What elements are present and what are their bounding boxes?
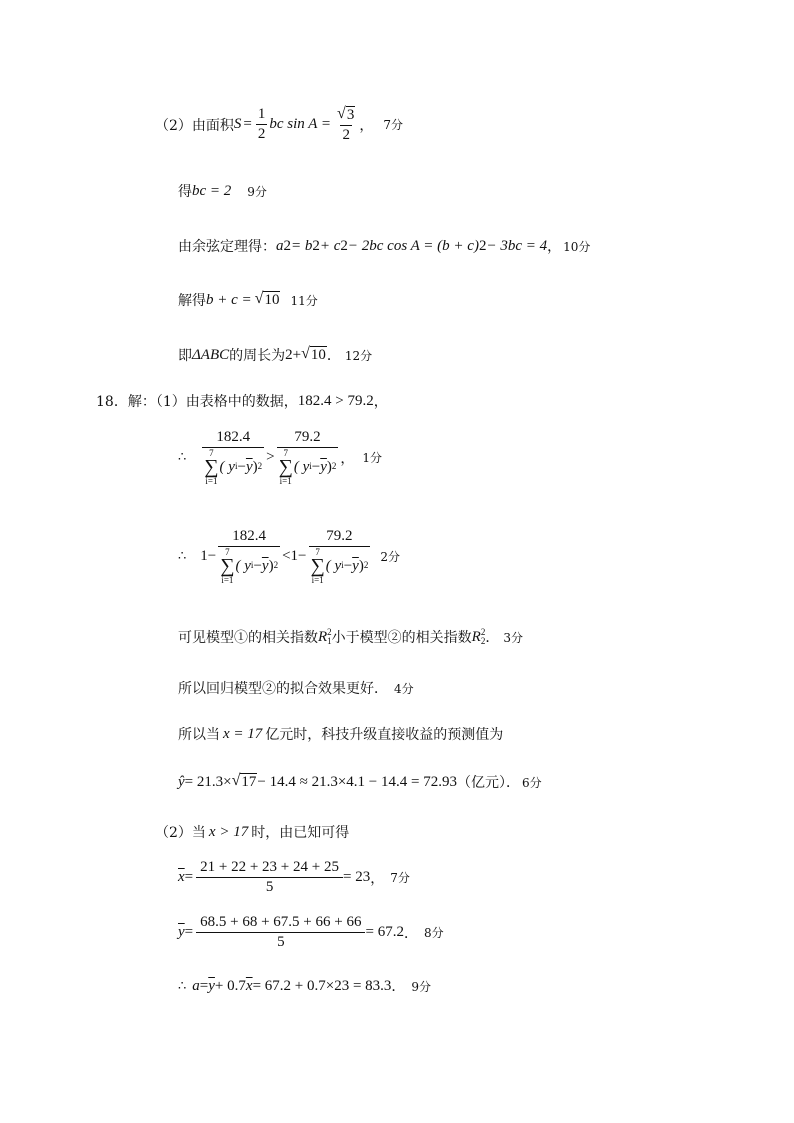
therefore-icon: ∴ (178, 549, 187, 565)
score: 7分 (390, 871, 410, 886)
sigma-icon: 7 ∑ i=1 (310, 546, 325, 585)
sigma-icon: 7 ∑ i=1 (278, 447, 293, 486)
line-area-formula: （2）由面积 S = $\frac{1}{2}$ bc sin A = √ 3 2 ， 7分 (155, 105, 403, 144)
score: 12分 (344, 348, 373, 363)
fraction-182: 182.4 7 ∑ i=1 ( y i − $\overline{y}$ ) 2 (220, 528, 279, 585)
sigma-icon: 7 ∑ i=1 (220, 546, 235, 585)
line-fit: 所以回归模型②的拟合效果更好． 4分 (178, 681, 414, 697)
score: 9分 (247, 184, 267, 199)
score: 3分 (503, 630, 523, 645)
fraction-xbar: $\frac{21 + 22 + 23 + 24 + 25}{5}$ (198, 860, 341, 895)
score: 2分 (380, 550, 400, 565)
score: 7分 (383, 118, 403, 133)
line-xbar: $\overline{x}$ = $\frac{21 + 22 + 23 + 24 + 25}{5}$ = 23 ， 7分 (178, 859, 410, 895)
line-perimeter: 即 ΔABC 的周长为 2+ √ 10 ． 12分 (178, 344, 373, 364)
line-sum-bc: 解得 b + c = √ 10 11分 (178, 289, 318, 309)
fraction-half: $\frac{1}{2}$ (257, 106, 266, 142)
score: 1分 (362, 451, 383, 466)
fraction-sqrt3: √ 3 2 (337, 105, 355, 144)
score: 10分 (563, 239, 591, 254)
equals: = (243, 116, 252, 133)
line-predict-intro: 所以当 x = 17 亿元时，科技升级直接收益的预测值为 (178, 725, 504, 743)
line-part2: （2）当 x > 17 时，由已知可得 (155, 823, 350, 841)
score: 6分 (521, 775, 542, 790)
fraction-79: 79.2 7 ∑ i=1 ( y i − $\overline{y}$ ) 2 (310, 528, 369, 585)
line-ybar: $\overline{y}$ = $\frac{68.5 + 68 + 67.5 + 66 + 66}{5}$ = 67.2 ． 8分 (178, 914, 444, 950)
line-one-minus: ∴ 1− 182.4 7 ∑ i=1 ( y i − $\overline{y}$ ) 2 <1− 79.2 7 ∑ i=1 ( y i − $\overline{y}$ ) 2 2分 (178, 528, 400, 585)
sqrt-icon: √ (254, 289, 264, 307)
therefore-icon: ∴ (178, 450, 187, 466)
line-compare-fractions: ∴ 182.4 7 ∑ i=1 ( y i − $\overline{y}$ ) 2 > 79.2 7 ∑ i=1 ( y i − $\overline{y}$ ) 2 ， 1分 (178, 429, 383, 486)
sqrt-icon: √ (301, 344, 310, 362)
fraction-79: 79.2 7 ∑ i=1 ( y i − $\overline{y}$ ) 2 (278, 429, 337, 486)
var-s: S (233, 116, 242, 133)
fraction-ybar: $\frac{68.5 + 68 + 67.5 + 66 + 66}{5}$ (198, 915, 363, 950)
expr: bc sin A = (269, 116, 332, 133)
score: 11分 (290, 293, 318, 308)
line-cosine: 由余弦定理得： a 2 = b 2 + c 2 − 2bc cos A = (b + c) 2 − 3bc = 4 ， 10分 (178, 237, 591, 255)
fraction-182: 182.4 7 ∑ i=1 ( y i − $\overline{y}$ ) 2 (204, 429, 263, 486)
line-bc: 得 bc = 2 9分 (178, 182, 267, 200)
label: （2）由面积 (155, 117, 234, 134)
line-q18: 18．解：（1）由表格中的数据， 182.4 > 79.2 ， (96, 392, 388, 410)
line-prediction: ŷ = 21.3× √ 17 − 14.4 ≈ 21.3×4.1 − 14.4 = 72.93 （亿元）． 6分 (178, 771, 542, 791)
line-correlation: 可见模型①的相关指数 R 2 1 小于模型②的相关指数 R 2 2 ． 3分 (178, 627, 523, 646)
score: 8分 (423, 926, 444, 941)
score: 9分 (411, 979, 432, 994)
therefore-icon: ∴ (178, 978, 187, 994)
sqrt-icon: √ (231, 771, 241, 789)
sqrt-icon: √ (337, 105, 346, 122)
sigma-icon: 7 ∑ i=1 (204, 447, 219, 486)
score: 4分 (394, 681, 414, 696)
line-a: ∴ a = $\overline{y}$ + 0.7 $\overline{x}$ = 67.2 + 0.7×23 = 83.3 ． 9分 (178, 977, 432, 995)
